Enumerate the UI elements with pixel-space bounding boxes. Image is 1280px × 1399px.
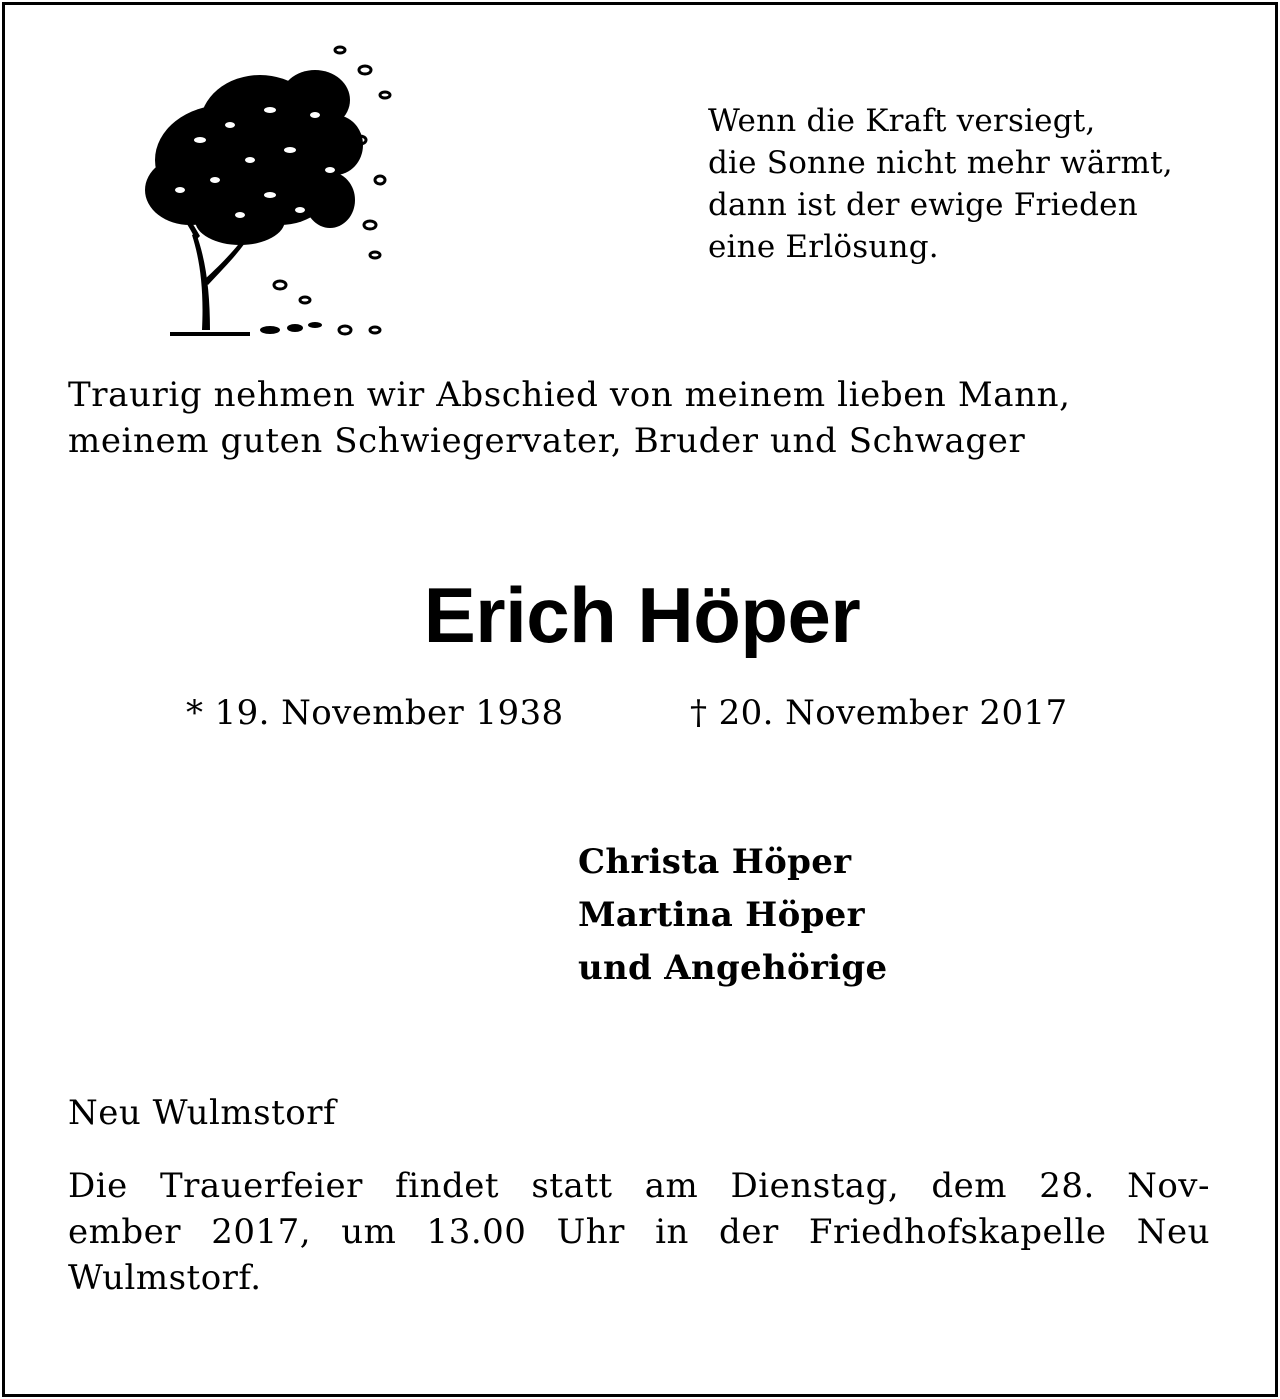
mourner-name: und Angehörige — [578, 948, 888, 988]
birth-date: * 19. November 1938 — [186, 693, 564, 733]
service-line: Die Trauerfeier findet statt am Dienstag, dem 28. Nov- — [68, 1166, 1210, 1206]
poem — [708, 100, 1248, 268]
windblown-tree-icon — [130, 30, 400, 350]
mourner-name: Martina Höper — [578, 895, 865, 935]
poem-line: die Sonne nicht mehr wärmt, — [708, 145, 1173, 181]
poem-line: Wenn die Kraft versiegt, — [708, 103, 1096, 139]
poem-line: eine Erlösung. — [708, 229, 939, 265]
service-info — [68, 1163, 1210, 1301]
mourners-list — [578, 836, 887, 995]
intro-text — [68, 372, 1218, 464]
death-date: † 20. November 2017 — [690, 693, 1068, 733]
service-line: ember 2017, um 13.00 Uhr in der Friedhofskapelle Neu — [68, 1212, 1210, 1252]
mourner-name: Christa Höper — [578, 842, 852, 882]
intro-line: Traurig nehmen wir Abschied von meinem lieben Mann, — [68, 375, 1071, 415]
service-line: Wulmstorf. — [68, 1258, 262, 1298]
intro-line: meinem guten Schwiegervater, Bruder und Schwager — [68, 421, 1026, 461]
deceased-name: Erich Höper — [423, 571, 861, 659]
poem-line: dann ist der ewige Frieden — [708, 187, 1138, 223]
place: Neu Wulmstorf — [68, 1093, 337, 1133]
